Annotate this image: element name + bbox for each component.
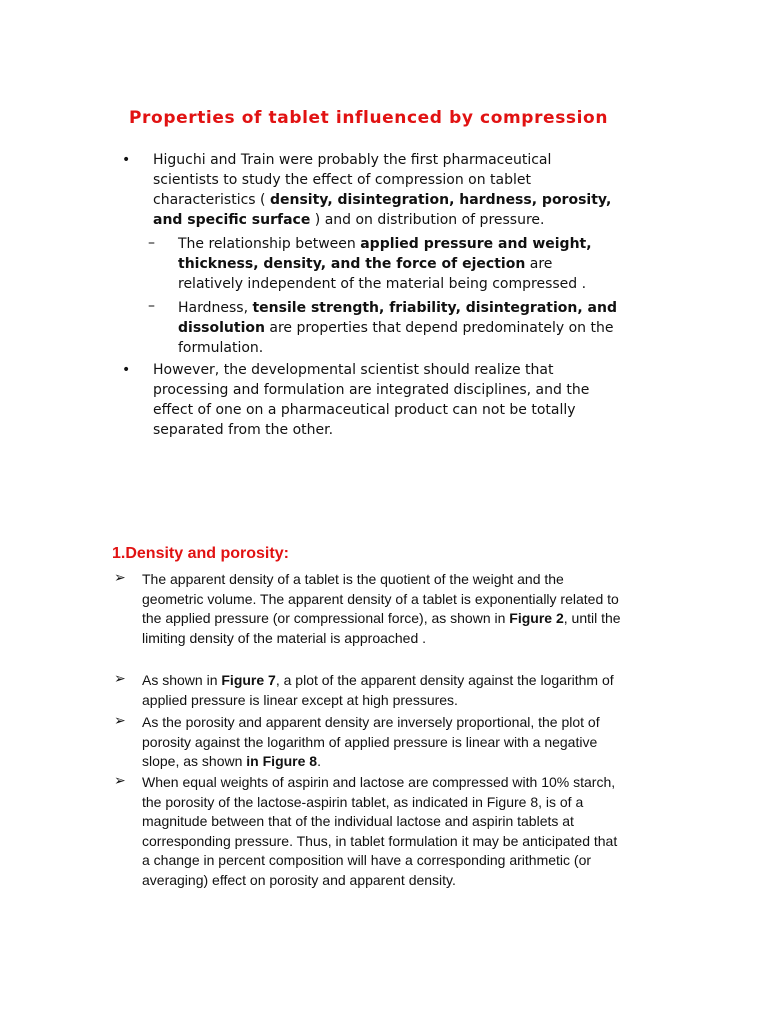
text-segment: . bbox=[317, 753, 321, 769]
arrow-marker: ➢ bbox=[114, 713, 126, 729]
bold-segment: tensile strength, friability, disintegration, and dissolution bbox=[178, 300, 617, 336]
arrow-marker: ➢ bbox=[114, 570, 126, 586]
text-segment: are relatively independent of the material being compressed . bbox=[178, 256, 587, 292]
bullet-marker: • bbox=[122, 152, 131, 168]
text-segment: However, the developmental scientist should realize that processing and formulation are integrated disciplines, and the effect of one on a pharmaceutical product can not be totally separated from the other. bbox=[153, 362, 590, 438]
arrow-marker: ➢ bbox=[114, 773, 126, 789]
dash-marker: – bbox=[148, 298, 155, 314]
bold-segment: Figure 2 bbox=[509, 610, 564, 626]
bold-segment: in Figure 8 bbox=[246, 753, 318, 769]
text-segment: ) and on distribution of pressure. bbox=[310, 212, 545, 228]
bullet-paragraph-developmental bbox=[153, 360, 613, 440]
subbullet-relationship bbox=[178, 234, 618, 294]
section-heading: 1.Density and porosity: bbox=[112, 545, 289, 562]
text-segment: Hardness, bbox=[178, 300, 253, 316]
text-segment: , until the limiting density of the material is approached . bbox=[142, 610, 621, 646]
bold-segment: density, disintegration, hardness, porosity, and specific surface bbox=[153, 192, 612, 228]
bold-segment: applied pressure and weight, thickness, density, and the force of ejection bbox=[178, 236, 592, 272]
text-segment: The relationship between bbox=[178, 236, 361, 252]
arrow-marker: ➢ bbox=[114, 671, 126, 687]
paragraph-figure-7 bbox=[142, 671, 622, 710]
text-segment: The apparent density of a tablet is the quotient of the weight and the geometric volume. The apparent density of a tablet is exponentially related to the applied pressure (or compressional force), as shown in bbox=[142, 571, 619, 626]
text-segment: As the porosity and apparent density are inversely proportional, the plot of porosity against the logarithm of applied pressure is linear with a negative slope, as shown bbox=[142, 714, 600, 769]
bullet-paragraph-higuchi bbox=[153, 150, 613, 230]
bold-segment: Figure 7 bbox=[221, 672, 276, 688]
paragraph-porosity bbox=[142, 713, 622, 772]
paragraph-aspirin-lactose bbox=[142, 773, 622, 890]
text-segment: Higuchi and Train were probably the first pharmaceutical scientists to study the effect of compression on tablet characteristics ( bbox=[153, 152, 552, 208]
text-segment: As shown in bbox=[142, 672, 222, 688]
text-segment: , a plot of the apparent density against the logarithm of applied pressure is linear except at high pressures. bbox=[142, 672, 614, 708]
page-title: Properties of tablet influenced by compression bbox=[129, 108, 609, 128]
dash-marker: – bbox=[148, 235, 155, 251]
subbullet-hardness bbox=[178, 298, 618, 358]
paragraph-apparent-density bbox=[142, 570, 622, 648]
text-segment: When equal weights of aspirin and lactose are compressed with 10% starch, the porosity of the lactose-aspirin tablet, as indicated in Figure 8, is of a magnitude between that of the individual lactose and aspirin tablets at corresponding pressure. Thus, in tablet formulation it may be anticipated that a change in percent composition will have a corresponding arithmetic (or averaging) effect on porosity and apparent density. bbox=[142, 774, 618, 888]
text-segment: are properties that depend predominately on the formulation. bbox=[178, 320, 614, 356]
bullet-marker: • bbox=[122, 362, 131, 378]
